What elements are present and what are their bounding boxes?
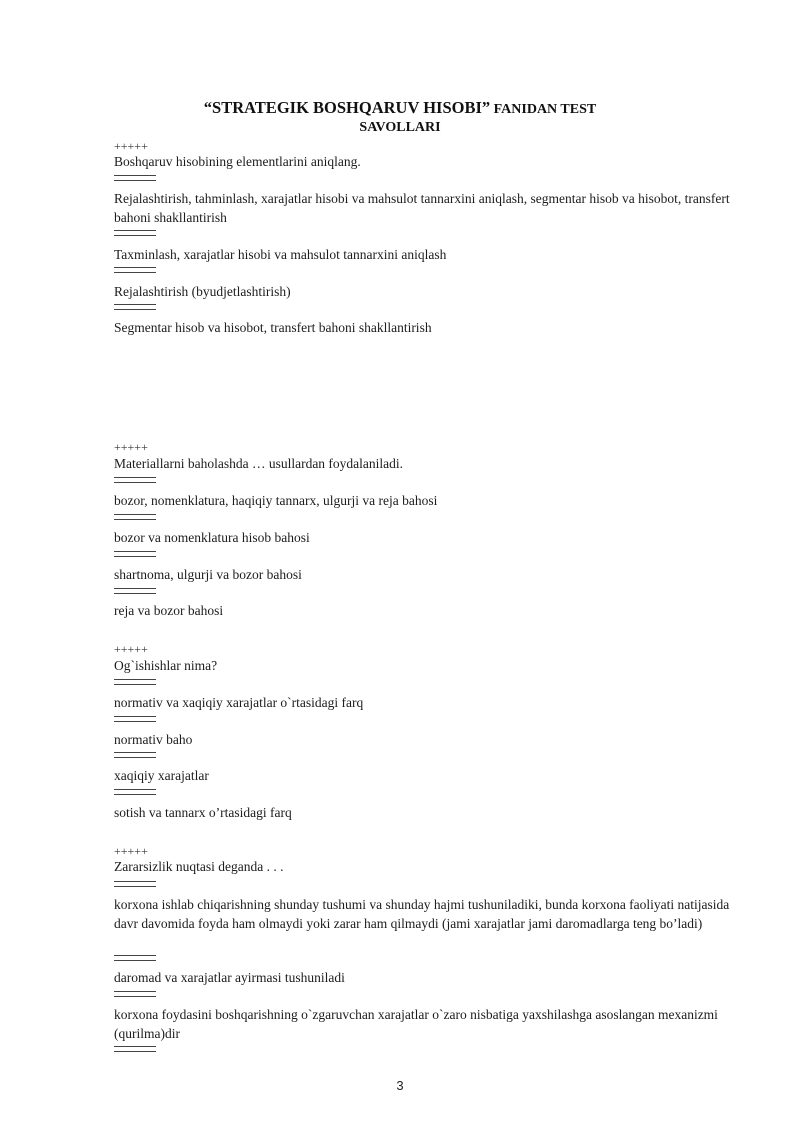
- answer-separator: [114, 752, 156, 758]
- question-marker: +++++: [114, 139, 148, 153]
- title-quote-open: “: [203, 98, 213, 117]
- answer-option: bozor va nomenklatura hisob bahosi: [114, 530, 310, 545]
- answer-option: korxona foydasini boshqarishning o`zgaruvchan xarajatlar o`zaro nisbatiga yaxshilashga asoslangan mexanizmi (qurilma)dir: [114, 1007, 718, 1041]
- answer-separator: [114, 881, 156, 887]
- answer-separator: [114, 230, 156, 236]
- answer-option: bozor, nomenklatura, haqiqiy tannarx, ulgurji va reja bahosi: [114, 493, 438, 508]
- answer-option: Taxminlash, xarajatlar hisobi va mahsulot tannarxini aniqlash: [114, 247, 447, 262]
- question-text: Boshqaruv hisobining elementlarini aniqlang.: [114, 154, 361, 169]
- title-main: STRATEGIK BOSHQARUV HISOBI: [212, 98, 482, 117]
- question-marker: +++++: [114, 440, 148, 454]
- answer-separator: [114, 267, 156, 273]
- answer-separator: [114, 1046, 156, 1052]
- answer-separator: [114, 991, 156, 997]
- answer-option: Rejalashtirish (byudjetlashtirish): [114, 284, 291, 299]
- page-number: 3: [396, 1078, 404, 1093]
- answer-separator: [114, 588, 156, 594]
- answer-option: reja va bozor bahosi: [114, 603, 224, 618]
- answer-option: daromad va xarajatlar ayirmasi tushuniladi: [114, 970, 345, 985]
- answer-separator: [114, 955, 156, 961]
- question-marker: +++++: [114, 844, 148, 858]
- answer-separator: [114, 716, 156, 722]
- answer-separator: [114, 304, 156, 310]
- answer-separator: [114, 514, 156, 520]
- title-quote-close: ”: [481, 98, 491, 117]
- answer-separator: [114, 477, 156, 483]
- answer-option: xaqiqiy xarajatlar: [114, 768, 209, 783]
- answer-separator: [114, 789, 156, 795]
- question-text: Zararsizlik nuqtasi deganda . . .: [114, 859, 284, 874]
- question-marker: +++++: [114, 642, 148, 656]
- answer-separator: [114, 679, 156, 685]
- answer-option: korxona ishlab chiqarishning shunday tushumi va shunday hajmi tushuniladiki, bunda korxona faoliyati natijasida davr davomida foyda ham olmaydi yoki zarar ham qilmaydi (jami xarajatlar jami daromadlarga teng bo’ladi): [114, 897, 730, 931]
- page-title-line2: SAVOLLARI: [359, 120, 441, 135]
- answer-option: normativ va xaqiqiy xarajatlar o`rtasidagi farq: [114, 695, 364, 710]
- page-title: [0, 98, 800, 118]
- answer-option: normativ baho: [114, 732, 193, 747]
- answer-separator: [114, 175, 156, 181]
- answer-option: sotish va tannarx o’rtasidagi farq: [114, 805, 292, 820]
- answer-option: Rejalashtirish, tahminlash, xarajatlar hisobi va mahsulot tannarxini aniqlash, segmentar hisob va hisobot, transfert bahoni shakllantirish: [114, 191, 730, 225]
- answer-separator: [114, 551, 156, 557]
- answer-option: shartnoma, ulgurji va bozor bahosi: [114, 567, 302, 582]
- title-rest: FANIDAN TEST: [490, 102, 597, 117]
- question-text: Og`ishishlar nima?: [114, 658, 218, 673]
- question-text: Materiallarni baholashda … usullardan foydalaniladi.: [114, 456, 404, 471]
- answer-option: Segmentar hisob va hisobot, transfert bahoni shakllantirish: [114, 320, 432, 335]
